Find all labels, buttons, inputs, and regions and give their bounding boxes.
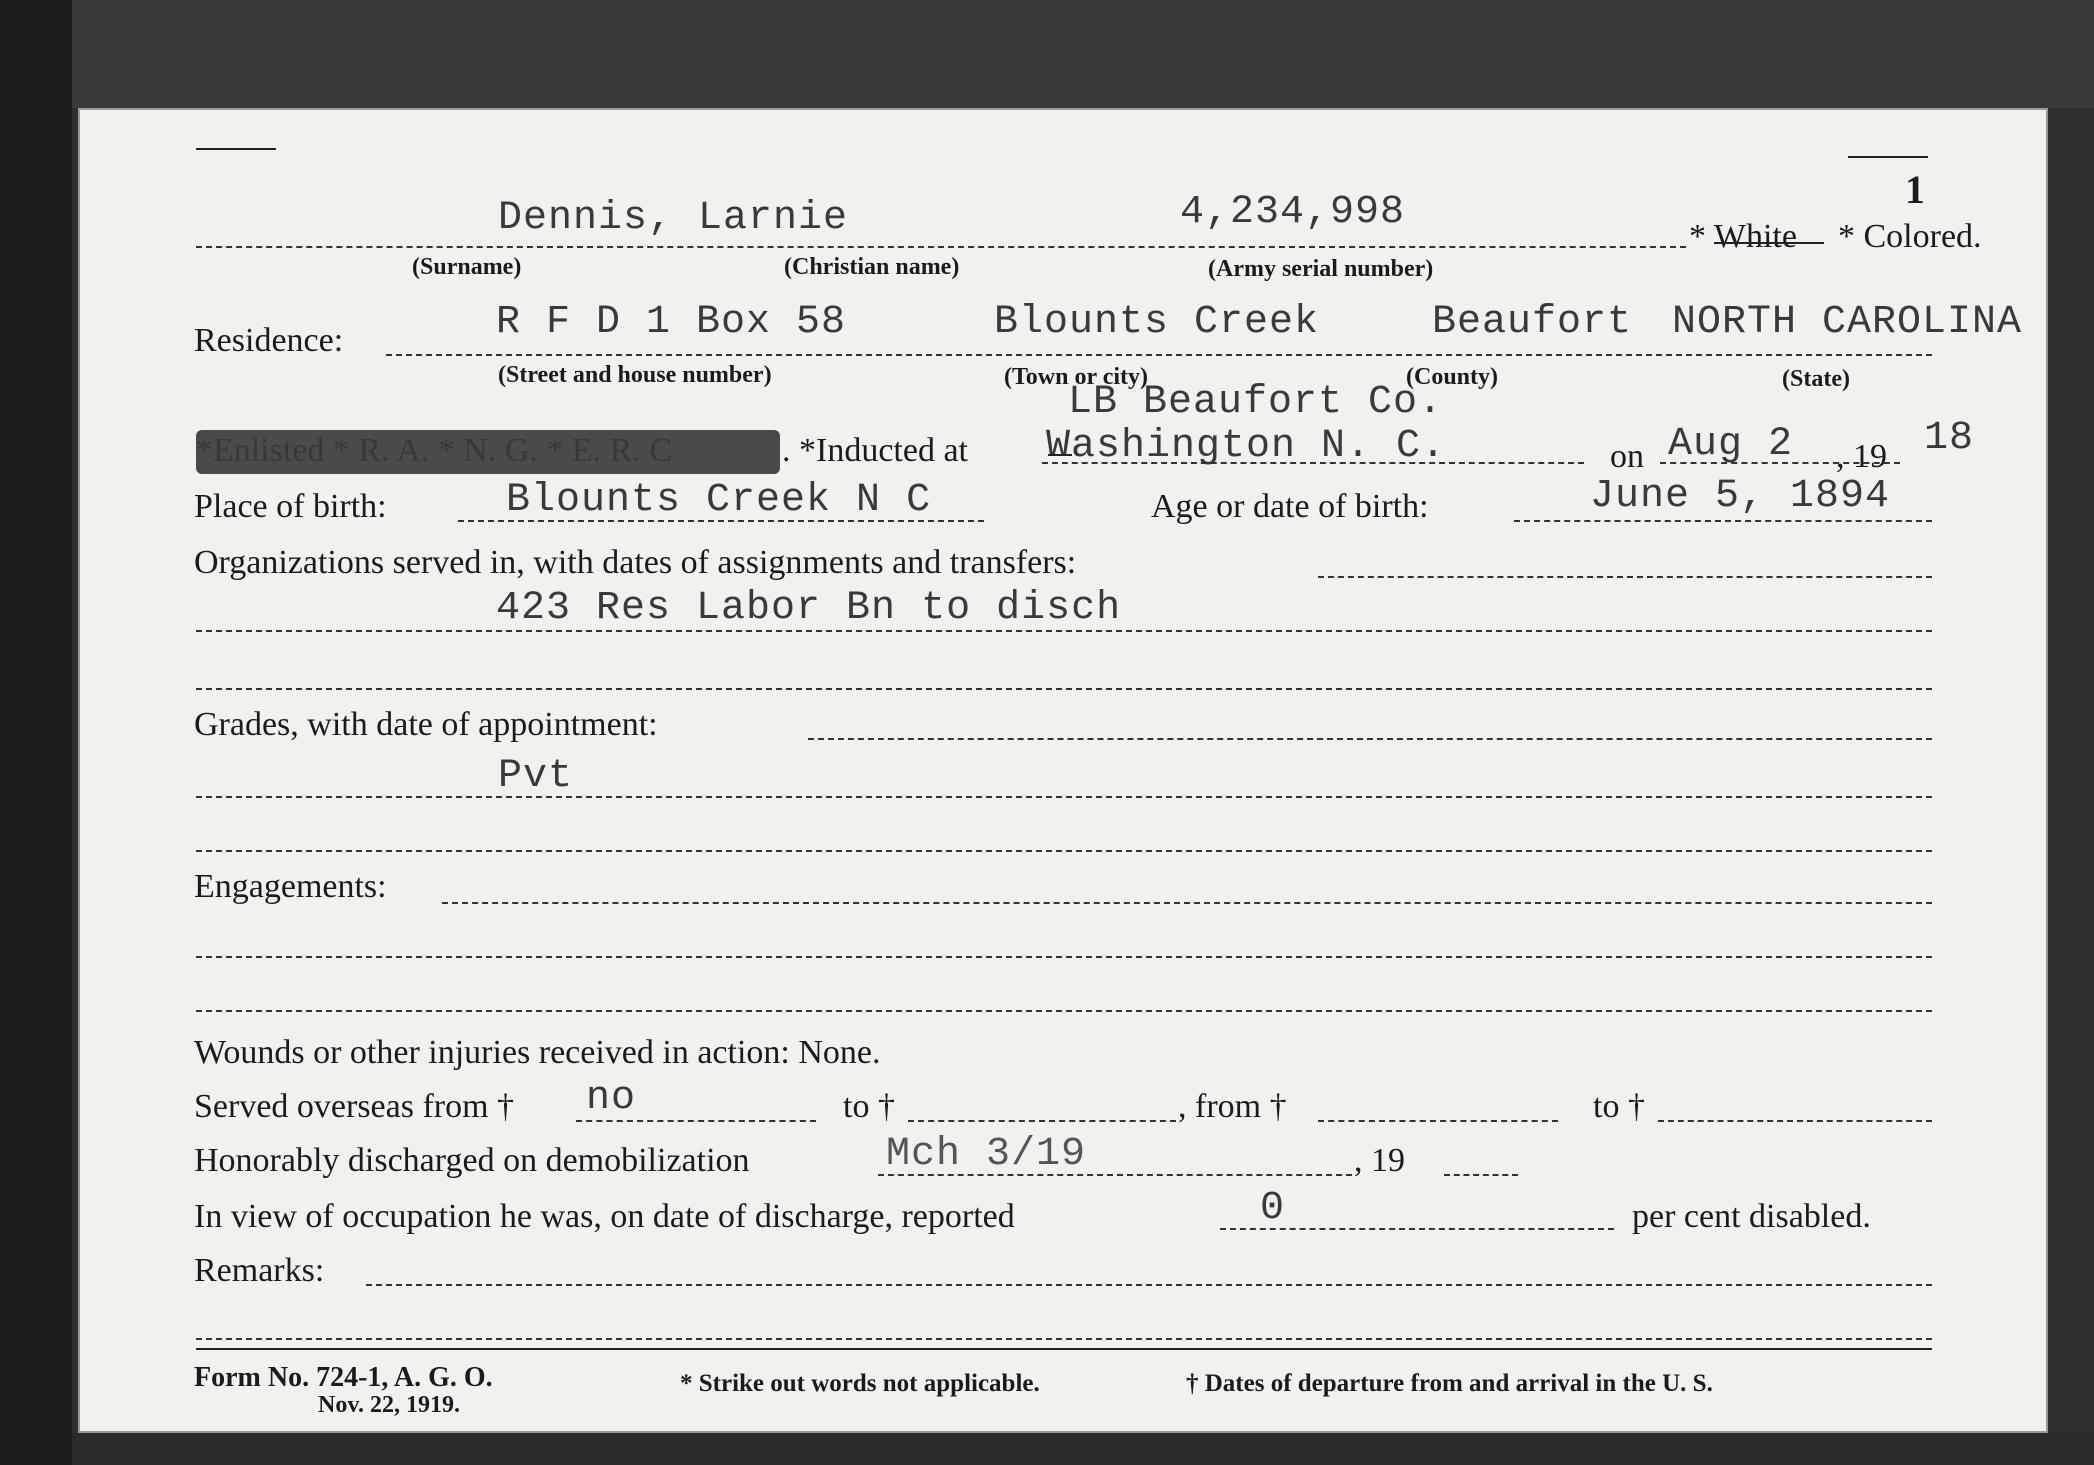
caption-surname: (Surname) (412, 254, 522, 280)
service-record-card (78, 108, 2048, 1433)
footer-rule (196, 1348, 1932, 1350)
caption-serial: (Army serial number) (1208, 256, 1434, 282)
birth-date-label: Age or date of birth: (1151, 488, 1429, 525)
scan-background-bottom (72, 1433, 2094, 1465)
discharge-year: , 19 (1354, 1142, 1405, 1179)
discharge-label: Honorably discharged on demobilization (194, 1142, 750, 1179)
caption-street: (Street and house number) (498, 362, 772, 388)
grades: Pvt (498, 754, 574, 799)
scan-background-left (0, 0, 72, 1465)
caption-state: (State) (1782, 366, 1850, 392)
grades-line-2 (196, 796, 1932, 798)
remarks-line-1 (366, 1284, 1932, 1286)
inducted-at-strike (1048, 454, 1072, 456)
race-white-strike (1714, 242, 1824, 244)
disabled-label: per cent disabled. (1632, 1198, 1871, 1235)
engagements-line-2 (196, 956, 1932, 958)
organizations-label: Organizations served in, with dates of assignments and transfers: (194, 544, 1077, 581)
overseas-to-label: to † (843, 1088, 895, 1125)
year-prefix: , 19 (1836, 438, 1887, 475)
grades-line-3 (196, 850, 1932, 852)
race-white: * White (1689, 218, 1797, 255)
army-serial-number: 4,234,998 (1180, 190, 1406, 235)
form-number: Form No. 724-1, A. G. O. (194, 1362, 493, 1393)
footnote-dates: † Dates of departure from and arrival in the U. S. (1186, 1370, 1713, 1397)
disability-line (1220, 1228, 1614, 1230)
residence-state: NORTH CAROLINA (1672, 300, 2023, 345)
engagements-label: Engagements: (194, 868, 387, 905)
overseas-to-line (908, 1120, 1176, 1122)
footnote-strike: * Strike out words not applicable. (680, 1370, 1040, 1397)
disability-percent: 0 (1260, 1186, 1286, 1231)
overseas-from: no (586, 1076, 637, 1121)
caption-county: (County) (1406, 364, 1499, 390)
enlisted-options: *Enlisted * R. A. * N. G. * E. R. C (196, 432, 673, 469)
inducted-year: 18 (1924, 416, 1975, 461)
engagements-line-3 (196, 1010, 1932, 1012)
remarks-line-2 (196, 1338, 1932, 1340)
inducted-line (1042, 462, 1584, 464)
top-right-rule (1848, 156, 1928, 158)
inducted-at: Washington N. C. (1046, 424, 1447, 469)
caption-christian-name: (Christian name) (784, 254, 960, 280)
birth-date: June 5, 1894 (1590, 474, 1891, 519)
local-board: LB Beaufort Co. (1068, 380, 1444, 425)
grades-label: Grades, with date of appointment: (194, 706, 658, 743)
form-date: Nov. 22, 1919. (318, 1392, 461, 1418)
discharge-line (878, 1174, 1352, 1176)
card-number: 1 (1905, 167, 1925, 212)
residence-street: R F D 1 Box 58 (496, 300, 847, 345)
engagements-line-1 (442, 902, 1932, 904)
organizations: 423 Res Labor Bn to disch (496, 586, 1122, 631)
inducted-label: . *Inducted at (782, 432, 968, 469)
birth-place-label: Place of birth: (194, 488, 387, 525)
inducted-date: Aug 2 (1668, 422, 1794, 467)
birth-place-line (458, 520, 984, 522)
caption-town: (Town or city) (1004, 364, 1148, 390)
top-left-rule (196, 148, 276, 150)
overseas-to-label-2: to † (1593, 1088, 1645, 1125)
scan-background-top (72, 0, 2094, 108)
overseas-to-line-2 (1658, 1120, 1932, 1122)
surname-christian-name: Dennis, Larnie (498, 196, 849, 241)
overseas-label: Served overseas from † (194, 1088, 515, 1125)
residence-line (386, 354, 1932, 356)
overseas-from-line (576, 1120, 816, 1122)
organizations-line-1 (1318, 576, 1932, 578)
grades-line-1 (808, 738, 1932, 740)
on-label: on (1610, 438, 1644, 475)
wounds-label: Wounds or other injuries received in action: None. (194, 1034, 881, 1071)
overseas-from-line-2 (1318, 1120, 1558, 1122)
organizations-line-2 (196, 630, 1932, 632)
discharge-year-line (1444, 1174, 1518, 1176)
organizations-line-3 (196, 688, 1932, 690)
remarks-label: Remarks: (194, 1252, 325, 1289)
name-line (196, 246, 1686, 248)
residence-town: Blounts Creek (994, 300, 1320, 345)
occupation-label: In view of occupation he was, on date of discharge, reported (194, 1198, 1015, 1235)
overseas-from-label-2: , from † (1178, 1088, 1287, 1125)
race-colored: * Colored. (1838, 218, 1982, 255)
residence-county: Beaufort (1432, 300, 1633, 345)
residence-label: Residence: (194, 322, 344, 359)
birth-place: Blounts Creek N C (506, 478, 932, 523)
discharge-date: Mch 3/19 (886, 1132, 1087, 1177)
birth-date-line (1514, 520, 1932, 522)
